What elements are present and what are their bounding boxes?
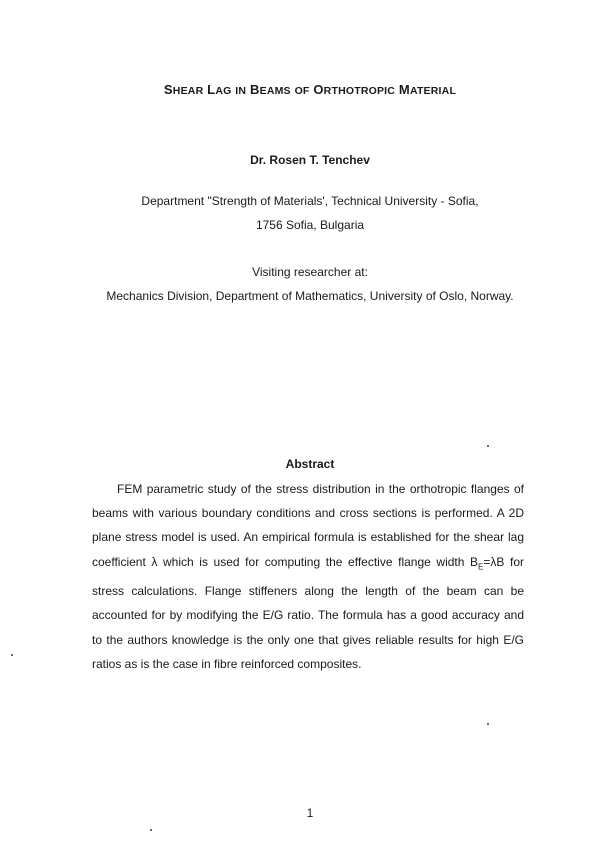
scan-speck	[11, 654, 13, 656]
visiting-institution: Mechanics Division, Department of Mathematics, University of Oslo, Norway.	[106, 289, 514, 303]
abstract-heading: Abstract	[285, 457, 335, 471]
scan-speck	[487, 445, 489, 447]
title-word: SHEAR	[163, 82, 204, 97]
scan-speck	[487, 723, 489, 725]
title-word: LAG	[207, 82, 232, 97]
author-name: Dr. Rosen T. Tenchev	[250, 153, 370, 167]
title-word: OF	[294, 85, 310, 97]
paper-title	[0, 82, 600, 97]
abstract-subscript: E	[478, 562, 484, 571]
scan-speck	[150, 829, 152, 831]
visiting-label: Visiting researcher at:	[252, 265, 368, 279]
page-number: 1	[306, 806, 314, 820]
abstract-text-part-2: =λB for stress calculations. Flange stiffeners along the length of the beam can be accounted for by modifying the E/G ratio. The formula has a good accuracy and to the authors knowledge is the only one that gives reliable results for high E/G ratios as is the case in fibre reinforced composites.	[92, 554, 524, 671]
title-word: IN	[235, 85, 247, 97]
affiliation-line-1: Department "Strength of Materials', Technical University - Sofia,	[141, 194, 479, 208]
abstract-body	[92, 477, 524, 676]
title-word: BEAMS	[250, 82, 291, 97]
abstract-text-part-1: FEM parametric study of the stress distribution in the orthotropic flanges of beams with various boundary conditions and cross sections is performed. A 2D plane stress model is used. An empirical formula is established for the shear lag coefficient λ which is used for computing the effective flange width B	[92, 482, 524, 569]
title-word: ORTHOTROPIC	[313, 82, 396, 97]
affiliation-line-2: 1756 Sofia, Bulgaria	[255, 218, 365, 232]
title-word: MATERIAL	[398, 82, 457, 97]
